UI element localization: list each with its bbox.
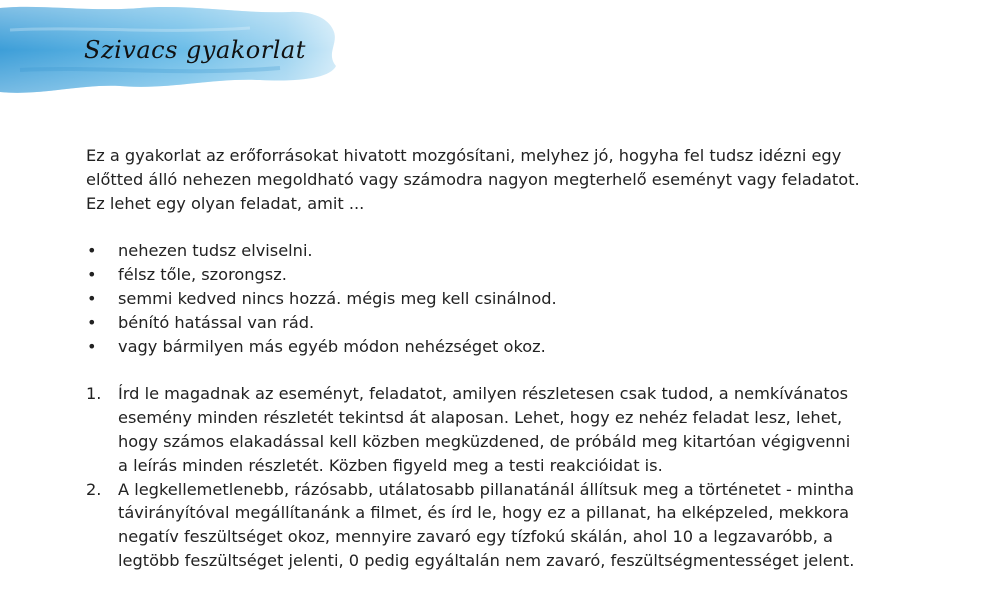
bullet-item	[86, 239, 906, 263]
bullet-text: vagy bármilyen más egyéb módon nehézséget okoz.	[118, 336, 546, 356]
bullet-marker: •	[87, 288, 97, 308]
bullet-text: nehezen tudsz elviselni.	[118, 241, 313, 261]
step-number: 1.	[86, 384, 102, 404]
bullet-item	[86, 311, 906, 335]
step-line: a leírás minden részletét. Közben figyeld meg a testi reakcióidat is.	[118, 455, 663, 475]
step-line: Írd le magadnak az eseményt, feladatot, amilyen részletesen csak tudod, a nemkívánatos	[118, 384, 849, 404]
bullet-text: semmi kedved nincs hozzá. mégis meg kell csinálnod.	[118, 288, 557, 308]
intro-line: előtted álló nehezen megoldható vagy számodra nagyon megterhelő eseményt vagy feladatot.	[86, 169, 860, 189]
intro-line: Ez a gyakorlat az erőforrásokat hivatott mozgósítani, melyhez jó, hogyha fel tudsz idézni egy	[86, 146, 842, 165]
step-line: esemény minden részletét tekintsd át alaposan. Lehet, hogy ez nehéz feladat lesz, lehet,	[118, 408, 843, 428]
bullet-text: bénító hatással van rád.	[118, 312, 315, 332]
page-title: Szivacs gyakorlat	[84, 36, 306, 64]
step-line: A legkellemetlenebb, rázósabb, utálatosabb pillanatánál állítsuk meg a történetet - mintha	[118, 479, 855, 499]
bullet-item	[86, 263, 906, 287]
bullet-text: félsz tőle, szorongsz.	[118, 265, 287, 285]
step-item	[86, 478, 906, 573]
bullet-marker: •	[87, 265, 97, 285]
bullet-marker: •	[87, 336, 97, 356]
bullet-marker: •	[87, 312, 97, 332]
step-line: távirányítóval megállítanánk a filmet, és írd le, hogy ez a pillanat, ha elképzeled, mekkora	[118, 503, 849, 523]
bullet-marker: •	[87, 241, 97, 261]
intro-line: Ez lehet egy olyan feladat, amit ...	[86, 193, 365, 213]
step-line: negatív feszültséget okoz, mennyire zavaró egy tízfokú skálán, ahol 10 a legzavaróbb, a	[118, 527, 833, 547]
step-line: hogy számos elakadással kell közben megküzdened, de próbáld meg kitartóan végigvenni	[118, 431, 851, 451]
bullet-list	[86, 239, 906, 358]
step-number: 2.	[86, 479, 102, 499]
intro-paragraph	[86, 144, 906, 215]
bullet-item	[86, 287, 906, 311]
document-body	[86, 144, 906, 573]
bullet-item	[86, 335, 906, 359]
numbered-steps	[86, 382, 906, 572]
step-line: legtöbb feszültséget jelenti, 0 pedig egyáltalán nem zavaró, feszültségmentességet jelent.	[118, 550, 855, 570]
step-item	[86, 382, 906, 477]
